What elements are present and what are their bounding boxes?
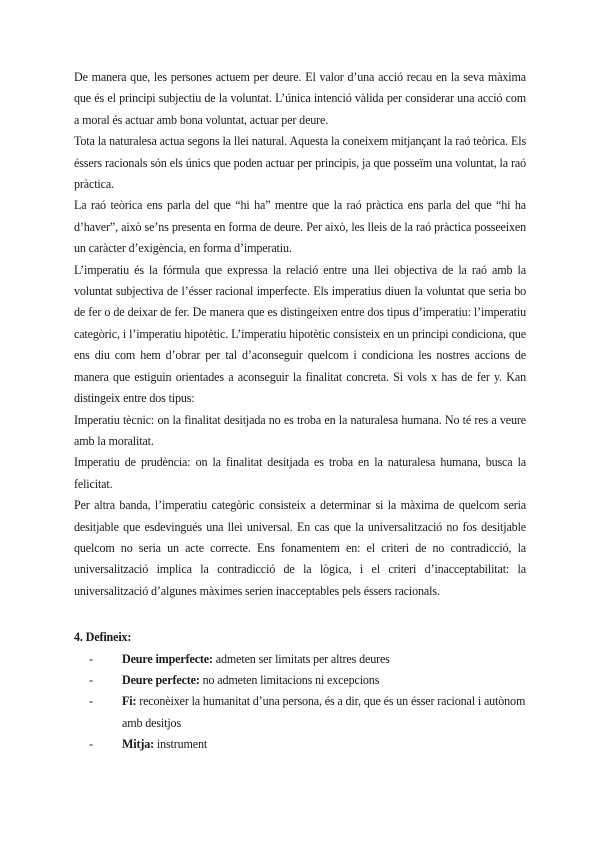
definition-term: Mitja: [122, 737, 155, 752]
paragraph-naturalesa: Tota la naturalesa actua segons la llei natural. Aquesta la coneixem mitjançant la raó teòrica. Els éssers racionals són els únics que poden actuar per principis, ja que posseïm una voluntat, la raó pràctica. [74, 134, 526, 192]
paragraph-rao-teorica: La raó teòrica ens parla del que “hi ha” mentre que la raó pràctica ens parla del que “hi ha d’haver”, això se’ns presenta en forma de deure. Per això, les lleis de la raó pràctica posseeixen un caràcter d’exigència, en forma d’imperatiu. [74, 198, 526, 256]
definition-text: admeten ser limitats per altres deures [212, 651, 390, 666]
document-page [74, 67, 526, 756]
definition-item-mitja [89, 734, 526, 755]
definition-term: Deure perfecte: [122, 672, 200, 687]
definition-item-deure-imperfecte [89, 649, 526, 670]
definition-text: instrument [154, 737, 208, 752]
definition-list [74, 649, 526, 756]
bullet-dash: - [89, 737, 93, 752]
paragraph-imperatiu-categoric: Per altra banda, l’imperatiu categòric consisteix a determinar si la màxima de quelcom seria desitjable que esdevingués una llei universal. En cas que la universalització no fos desitjable quelcom no seria un acte correcte. Ens fonamentem en: el criteri de no contradicció, la universalització implica la contradicció de la lògica, i el criteri d’inacceptabilitat: la universalització d’algunes màximes serien inacceptables pels éssers racionals. [74, 498, 526, 598]
definition-term: Deure imperfecte: [122, 651, 213, 666]
paragraph-imperatiu: L’imperatiu és la fórmula que expressa la relació entre una llei objectiva de la raó amb la voluntat subjectiva de l’ésser racional imperfecte. Els imperatius diuen la voluntat que seria bo de fer o de deixar de fer. De manera que es distingeixen entre dos tipus d’imperatiu: l’imperatiu categòric, i l’imperatiu hipotètic. L’imperatiu hipotètic consisteix en un principi condiciona, que ens diu com hem d’obrar per tal d’aconseguir quelcom i condiciona les nostres accions de manera que estiguin orientades a aconseguir la finalitat concreta. Si vols x has de fer y. Kan distingeix entre dos tipus: [74, 262, 526, 406]
definition-item-fi [89, 691, 526, 734]
section-heading: 4. Defineix: [74, 630, 132, 645]
paragraph-imperatiu-prudencia: Imperatiu de prudència: on la finalitat desitjada es troba en la naturalesa humana, busca la felicitat. [74, 455, 526, 491]
definition-term: Fi: [122, 694, 137, 709]
definition-text: no admeten limitacions ni excepcions [199, 672, 380, 687]
definition-text: reconèixer la humanitat d’una persona, és a dir, que és un ésser racional i autònom amb desitjos [122, 694, 526, 730]
paragraph-imperatiu-tecnic: Imperatiu tècnic: on la finalitat desitjada no es troba en la naturalesa humana. No té res a veure amb la moralitat. [74, 412, 526, 448]
bullet-dash: - [89, 672, 93, 687]
bullet-dash: - [89, 651, 93, 666]
paragraph-deure: De manera que, les persones actuem per deure. El valor d’una acció recau en la seva màxima que és el principi subjectiu de la voluntat. L’única intenció vàlida per considerar una acció com a moral és actuar amb bona voluntat, actuar per deure. [74, 70, 526, 127]
bullet-dash: - [89, 694, 93, 709]
definition-item-deure-perfecte [89, 670, 526, 691]
